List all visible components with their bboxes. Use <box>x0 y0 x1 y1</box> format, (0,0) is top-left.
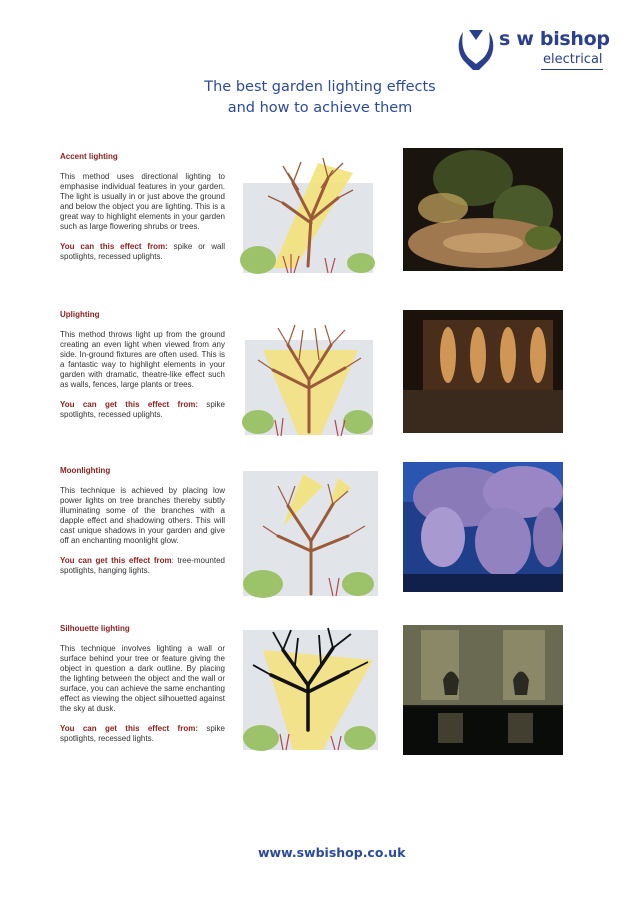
effect-label: You can get this effect from: <box>60 400 198 409</box>
section-body: This method throws light up from the ground creating an even light when viewed from any side. In-ground fixtures are often used. This is a fantastic way to highlight elements in your garden with dramatic, theatre-like effect such as walls, fences, large plants or trees. <box>60 330 225 389</box>
uplighting-photo <box>403 310 563 433</box>
moonlighting-sketch <box>233 466 388 601</box>
logo-name: s w bishop <box>499 28 610 50</box>
accent-lighting-photo <box>403 148 563 271</box>
effect-label: You can get this effect from <box>60 556 172 565</box>
section-accent-lighting <box>60 152 225 262</box>
company-logo <box>455 22 610 78</box>
footer-website-link[interactable]: www.swbishop.co.uk <box>258 845 406 860</box>
effect-value: spike spotlights, recessed lights. <box>60 724 225 743</box>
section-heading: Silhouette lighting <box>60 624 130 633</box>
section-body: This technique is achieved by placing low power lights on tree branches thereby subtly illuminating some of the branches with a dapple effect and shadowing others. This will cast unique shadows in your garden and give off an enchanting moonlight glow. <box>60 486 225 545</box>
effect-value: spike or wall spotlights, recessed uplights. <box>60 242 225 261</box>
logo-crest-icon <box>455 26 497 74</box>
moonlighting-photo <box>403 462 563 592</box>
section-effect <box>60 724 225 744</box>
section-effect <box>60 400 225 420</box>
logo-subtitle: electrical <box>543 52 603 67</box>
section-body: This technique involves lighting a wall or surface behind your tree or feature giving the object in question a dark outline. By placing the lighting between the object and the wall or surface, you can achieve the same enchanting effect as viewing the object silhouetted against the sky at dusk. <box>60 644 225 713</box>
uplighting-sketch <box>233 310 388 440</box>
section-silhouette-lighting <box>60 624 225 744</box>
effect-value: : tree-mounted spotlights, hanging lights. <box>60 556 225 575</box>
silhouette-lighting-photo <box>403 625 563 755</box>
silhouette-lighting-sketch <box>233 620 388 755</box>
title-line-1: The best garden lighting effects <box>204 79 436 95</box>
section-heading: Accent lighting <box>60 152 118 161</box>
section-heading: Uplighting <box>60 310 100 319</box>
effect-value: spike spotlights, recessed uplights. <box>60 400 225 419</box>
title-line-2: and how to achieve them <box>227 100 413 116</box>
effect-label: You can this effect from: <box>60 242 168 251</box>
section-body: This method uses directional lighting to emphasise individual features in your garden. The light is usually in or just above the ground and below the object you are lighting. This is a great way to highlight elements in your garden such as large flowering shrubs or trees. <box>60 172 225 231</box>
section-effect <box>60 556 225 576</box>
accent-lighting-sketch <box>233 148 388 278</box>
section-uplighting <box>60 310 225 420</box>
effect-label: You can get this effect from: <box>60 724 198 733</box>
section-heading: Moonlighting <box>60 466 111 475</box>
page-title <box>150 77 490 119</box>
section-effect <box>60 242 225 262</box>
section-moonlighting <box>60 466 225 576</box>
logo-underline <box>541 69 603 70</box>
